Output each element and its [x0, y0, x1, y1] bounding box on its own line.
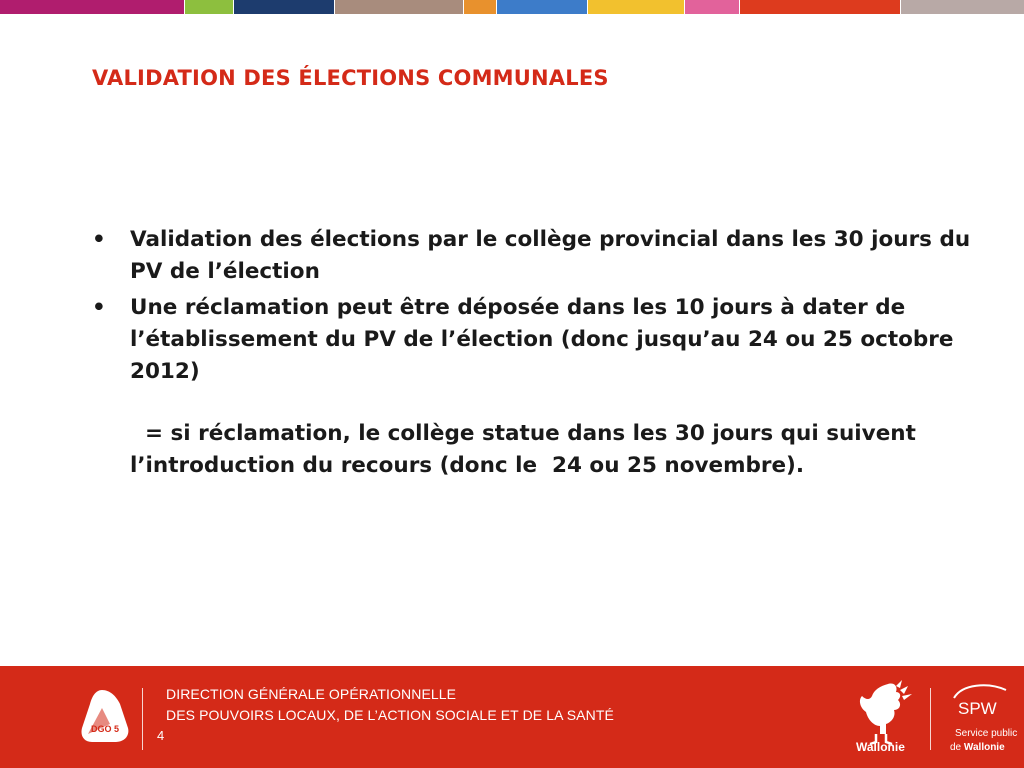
- footer-band: [0, 666, 1024, 768]
- dgo5-logo-text: DGO 5: [90, 724, 120, 734]
- dgo5-logo-icon: [80, 688, 130, 744]
- spw-line2-bold: Wallonie: [963, 742, 1005, 753]
- spw-line2-prefix: de: [950, 742, 964, 753]
- footer-department: [166, 684, 614, 726]
- slide-title: VALIDATION DES ÉLECTIONS COMMUNALES: [92, 66, 609, 90]
- strip-segment: [185, 0, 233, 14]
- strip-segment: [0, 0, 184, 14]
- strip-segment: [335, 0, 463, 14]
- spw-label-line1: Service public: [955, 728, 1018, 739]
- footer-divider: [930, 688, 931, 750]
- footer-line2: DES POUVOIRS LOCAUX, DE L’ACTION SOCIALE ET DE LA SANTÉ: [166, 707, 614, 723]
- page-number: 4: [157, 728, 165, 743]
- spw-label-line2: [950, 742, 1005, 753]
- bullet-text: Validation des élections par le collège provincial dans les 30 jours du PV de l’élection: [130, 227, 971, 284]
- wallonie-label: Wallonie: [856, 740, 905, 754]
- bullet-text: Une réclamation peut être déposée dans les 10 jours à dater de l’établissement du PV de l’élection (donc jusqu’au 24 ou 25 octobre 2012): [130, 295, 954, 384]
- strip-segment: [588, 0, 684, 14]
- bullet-item: [92, 292, 972, 388]
- strip-segment: [685, 0, 739, 14]
- bullet-dot: •: [92, 227, 106, 252]
- top-color-strip: [0, 0, 1024, 14]
- bullet-item: [92, 224, 972, 288]
- footer-divider: [142, 688, 143, 750]
- strip-segment: [497, 0, 587, 14]
- spw-logo-text: SPW: [958, 699, 997, 718]
- strip-segment: [464, 0, 496, 14]
- note-paragraph: = si réclamation, le collège statue dans les 30 jours qui suivent l’introduction du recours (donc le 24 ou 25 novembre).: [130, 421, 924, 478]
- slide-content: [92, 224, 972, 482]
- bullet-dot: •: [92, 295, 106, 320]
- strip-segment: [234, 0, 334, 14]
- strip-segment: [901, 0, 1024, 14]
- spw-logo-icon: [948, 680, 1014, 720]
- footer-line1: DIRECTION GÉNÉRALE OPÉRATIONNELLE: [166, 686, 457, 702]
- strip-segment: [740, 0, 900, 14]
